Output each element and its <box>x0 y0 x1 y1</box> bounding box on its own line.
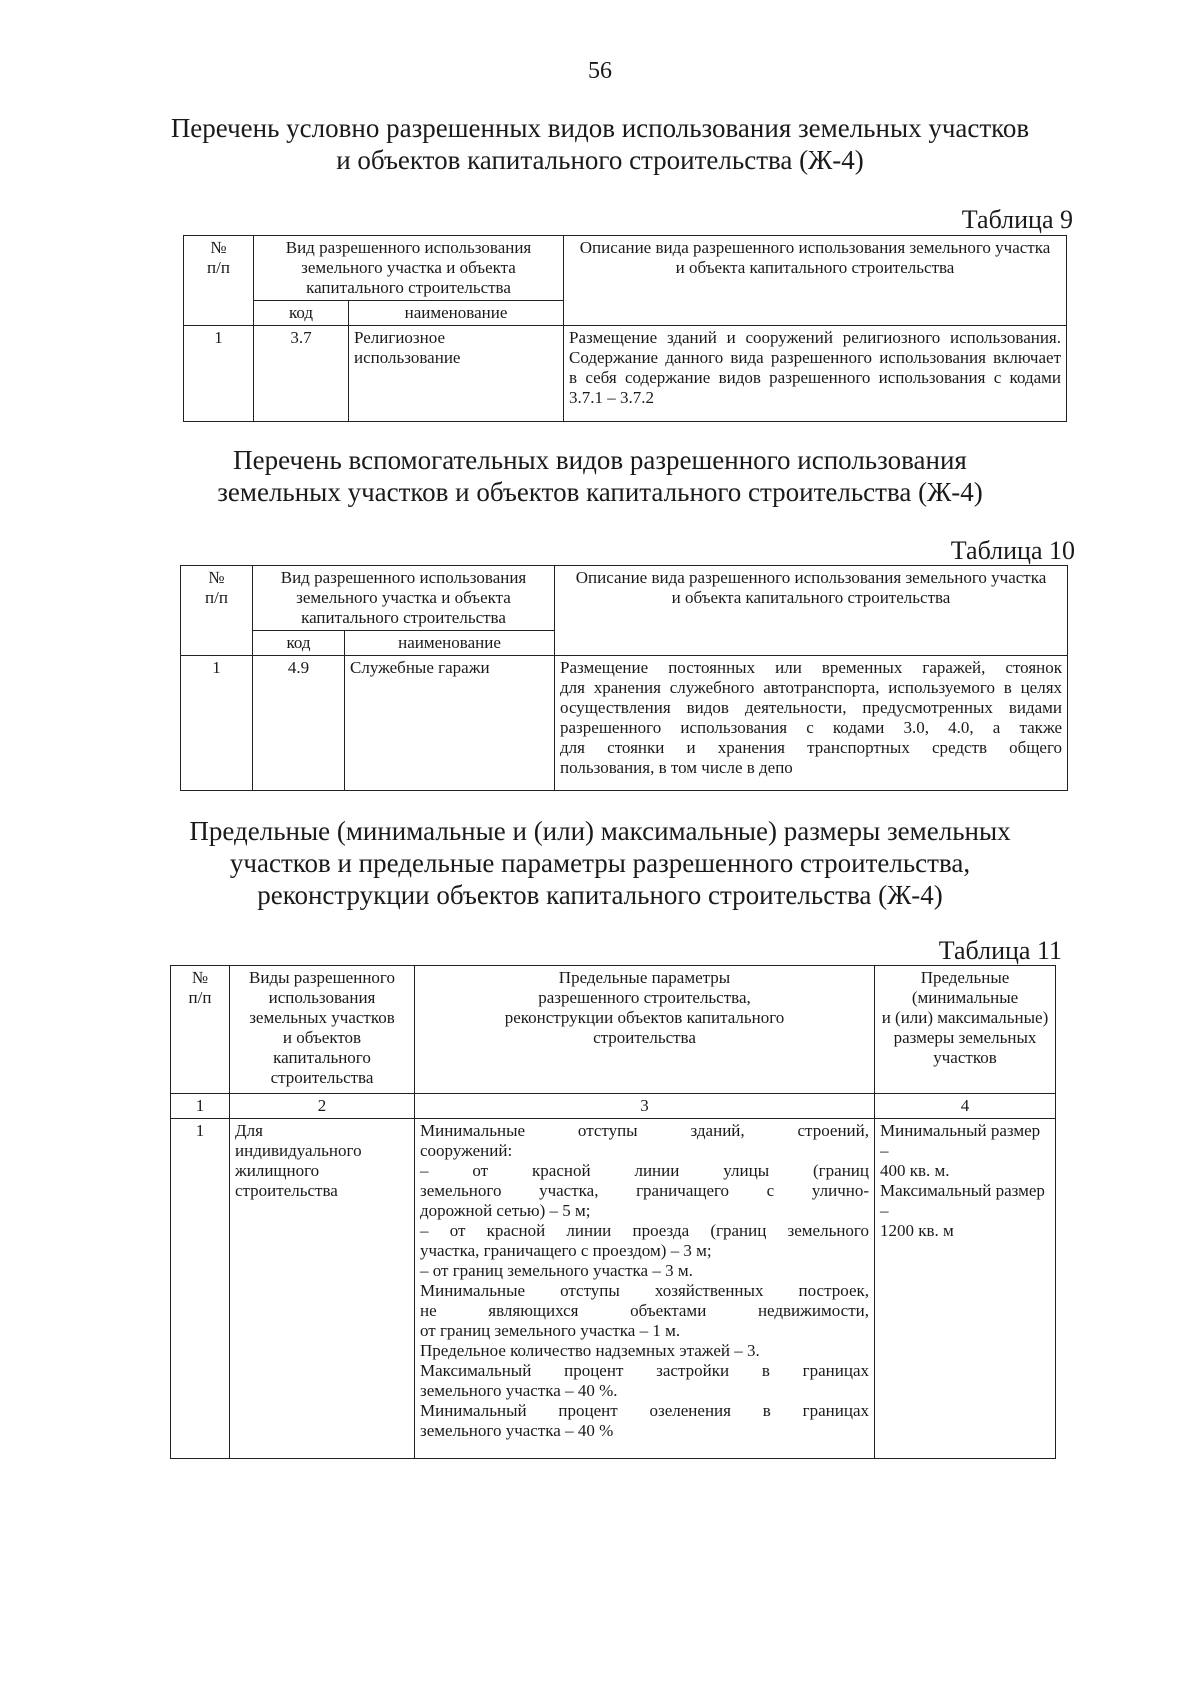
header-parameters-line: Предельные параметры <box>558 968 731 987</box>
table-row <box>181 656 1068 791</box>
header-vid-line: Вид разрешенного использования <box>285 238 532 257</box>
parameter-line: Предельное количество надземных этажей – 3. <box>420 1341 760 1360</box>
section2-title-line: Перечень вспомогательных видов разрешенного использования <box>233 445 967 475</box>
row-description-line: 3.7.1 – 3.7.2 <box>569 388 655 407</box>
section2-title <box>0 444 1200 508</box>
header-number-line: № <box>191 968 209 987</box>
parameter-line: дорожной сетью) – 5 м; <box>420 1201 591 1220</box>
header-number-line: п/п <box>205 588 228 607</box>
table9-caption: Таблица 9 <box>961 205 1073 234</box>
row-vid-line: индивидуального <box>235 1141 362 1160</box>
size-line: Минимальный размер – <box>880 1121 1041 1160</box>
parameter-line: участка, граничащего с проездом) – 3 м; <box>420 1241 712 1260</box>
table-row <box>171 1119 1056 1459</box>
row-description-line: для стоянки и хранения транспортных средств общего <box>560 738 1063 757</box>
header-parameters <box>415 966 875 1094</box>
row-number: 1 <box>184 326 254 422</box>
section3-title-line: участков и предельные параметры разрешенного строительства, <box>229 848 971 878</box>
row-description-line: Размещение зданий и сооружений религиозного использования. <box>569 328 1062 347</box>
header-parameters-line: реконструкции объектов капитального <box>504 1008 785 1027</box>
row-description-line: разрешенного использования с кодами 3.0, 4.0, а также <box>560 718 1063 737</box>
header-vid-line: земельного участка и объекта <box>296 588 511 607</box>
row-description-line: Содержание данного вида разрешенного использования включает <box>569 348 1062 367</box>
table11-caption: Таблица 11 <box>938 936 1062 965</box>
column-number: 4 <box>875 1094 1056 1119</box>
row-description-line: в себя содержание видов разрешенного использования с кодами <box>569 368 1062 387</box>
row-number: 1 <box>181 656 253 791</box>
table-row <box>184 326 1067 422</box>
parameter-line: – от границ земельного участка – 3 м. <box>420 1261 693 1280</box>
header-number <box>171 966 230 1094</box>
row-description-line: пользования, в том числе в депо <box>560 758 793 777</box>
header-vid-line: использования <box>268 988 376 1007</box>
header-number-line: № <box>210 238 227 257</box>
row-sizes <box>875 1119 1056 1459</box>
header-parameters-line: строительства <box>593 1028 696 1047</box>
header-sizes-line: размеры земельных участков <box>893 1028 1037 1067</box>
row-vid-line: жилищного <box>235 1161 320 1180</box>
section1-title-line: Перечень условно разрешенных видов использования земельных участков <box>170 113 1030 143</box>
header-vid-line: капитального строительства <box>306 278 511 297</box>
row-name-line: Религиозное <box>354 328 445 347</box>
row-parameters <box>415 1119 875 1459</box>
header-vid-line: земельного участка и объекта <box>301 258 516 277</box>
column-number-row <box>171 1094 1056 1119</box>
header-code: код <box>254 301 349 326</box>
parameter-line: не являющихся объектами недвижимости, <box>420 1301 869 1320</box>
row-name <box>349 326 564 422</box>
parameter-line: Максимальный процент застройки в границах <box>420 1361 869 1380</box>
section1-title <box>0 112 1200 176</box>
header-vid <box>230 966 415 1094</box>
page-number: 56 <box>588 58 612 84</box>
column-number: 3 <box>415 1094 875 1119</box>
size-line: 1200 кв. м <box>880 1221 954 1240</box>
header-name: наименование <box>349 301 564 326</box>
size-line: 400 кв. м. <box>880 1161 950 1180</box>
header-description-line: Описание вида разрешенного использования земельного участка <box>575 568 1047 587</box>
column-number: 1 <box>171 1094 230 1119</box>
header-vid-line: капитального <box>273 1048 371 1067</box>
parameter-line: Минимальный процент озеленения в границах <box>420 1401 869 1420</box>
parameter-line: Минимальные отступы зданий, строений, <box>420 1121 869 1140</box>
header-vid <box>253 566 555 631</box>
section2-title-line: земельных участков и объектов капитального строительства (Ж-4) <box>217 477 983 507</box>
header-description-line: Описание вида разрешенного использования земельного участка <box>579 238 1051 257</box>
row-name-line: использование <box>354 348 461 367</box>
header-number <box>181 566 253 656</box>
row-vid-line: Для <box>235 1121 263 1140</box>
row-code: 4.9 <box>253 656 345 791</box>
header-number-line: п/п <box>207 258 230 277</box>
row-vid-line: строительства <box>235 1181 338 1200</box>
table-11 <box>170 965 1056 1459</box>
row-description <box>564 326 1067 422</box>
row-description <box>555 656 1068 791</box>
row-name-line: Служебные гаражи <box>350 658 490 677</box>
parameter-line: сооружений: <box>420 1141 513 1160</box>
section3-title-line: Предельные (минимальные и (или) максимальные) размеры земельных <box>189 816 1011 846</box>
row-code: 3.7 <box>254 326 349 422</box>
section3-title <box>0 815 1200 911</box>
row-description-line: осуществления видов деятельности, предусмотренных видами <box>560 698 1063 717</box>
header-name: наименование <box>345 631 555 656</box>
table-9 <box>183 235 1067 422</box>
row-description-line: Размещение постоянных или временных гаражей, стоянок <box>560 658 1063 677</box>
header-number-line: п/п <box>188 988 212 1007</box>
parameter-line: от границ земельного участка – 1 м. <box>420 1321 681 1340</box>
header-vid-line: и объектов <box>282 1028 362 1047</box>
size-line: Максимальный размер – <box>880 1181 1045 1220</box>
header-description <box>564 236 1067 326</box>
header-vid-line: строительства <box>270 1068 374 1087</box>
header-description <box>555 566 1068 656</box>
header-vid <box>254 236 564 301</box>
row-vid <box>230 1119 415 1459</box>
parameter-line: – от красной линии улицы (границ <box>420 1161 869 1180</box>
header-sizes-line: и (или) максимальные) <box>881 1008 1049 1027</box>
header-vid-line: Виды разрешенного <box>249 968 395 987</box>
header-number-line: № <box>208 568 225 587</box>
header-code: код <box>253 631 345 656</box>
row-name <box>345 656 555 791</box>
header-sizes <box>875 966 1056 1094</box>
table10-caption: Таблица 10 <box>950 536 1075 565</box>
header-vid-line: Вид разрешенного использования <box>280 568 527 587</box>
header-sizes-line: Предельные (минимальные <box>911 968 1019 1007</box>
section3-title-line: реконструкции объектов капитального строительства (Ж-4) <box>257 880 943 910</box>
section1-title-line: и объектов капитального строительства (Ж-4) <box>336 145 864 175</box>
column-number: 2 <box>230 1094 415 1119</box>
row-description-line: для хранения служебного автотранспорта, используемого в целях <box>560 678 1063 697</box>
header-description-line: и объекта капитального строительства <box>671 588 951 607</box>
header-parameters-line: разрешенного строительства, <box>538 988 751 1007</box>
parameter-line: земельного участка – 40 %. <box>420 1381 618 1400</box>
parameter-line: земельного участка, граничащего с улично- <box>420 1181 869 1200</box>
parameter-line: земельного участка – 40 % <box>420 1421 614 1440</box>
table-10 <box>180 565 1068 791</box>
header-number <box>184 236 254 326</box>
header-description-line: и объекта капитального строительства <box>675 258 955 277</box>
row-number: 1 <box>171 1119 230 1459</box>
header-vid-line: земельных участков <box>249 1008 395 1027</box>
parameter-line: – от красной линии проезда (границ земельного <box>420 1221 869 1240</box>
parameter-line: Минимальные отступы хозяйственных построек, <box>420 1281 869 1300</box>
header-vid-line: капитального строительства <box>301 608 506 627</box>
